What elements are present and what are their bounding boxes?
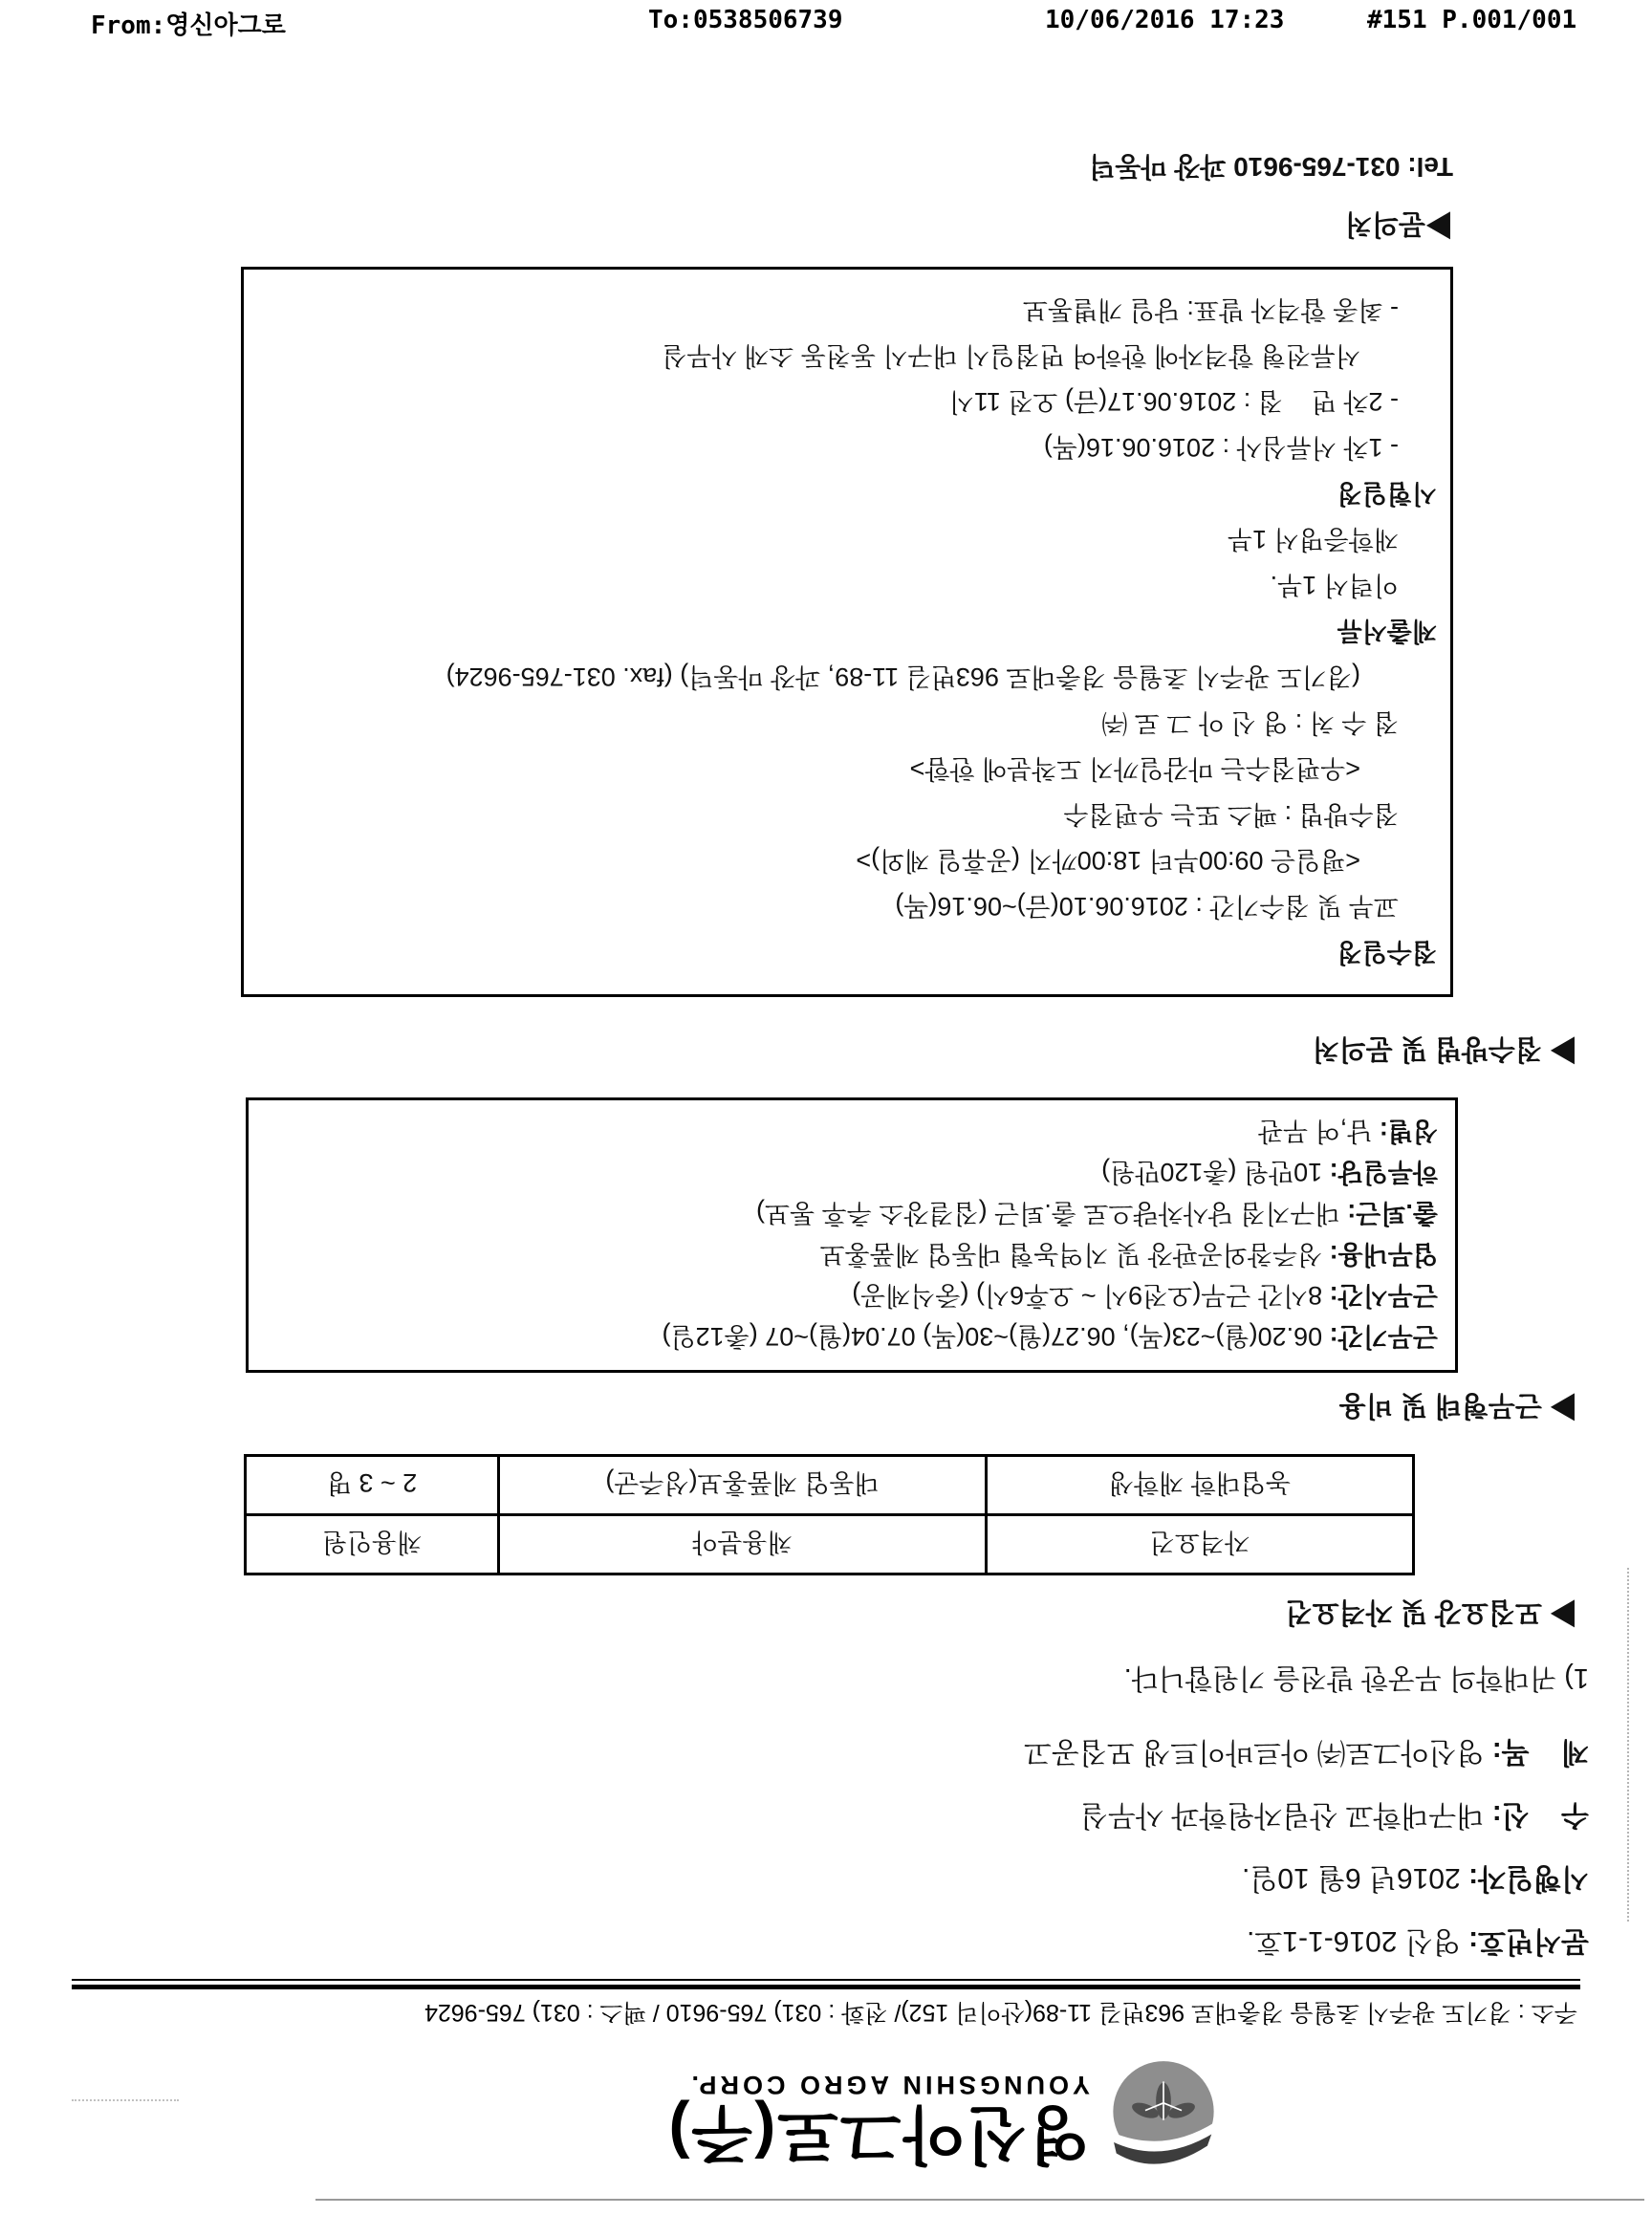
enrollment-cert-line: 재학증명서 1부 bbox=[1227, 525, 1399, 554]
fax-datetime: 10/06/2016 17:23 bbox=[1045, 6, 1285, 34]
company-logo-english: YOUNGSHIN AGRO CORP. bbox=[687, 2070, 1090, 2099]
work-duty-label: 업무내용: bbox=[1329, 1240, 1438, 1269]
apply-office-line: 접 수 처 : 영 신 아 그 로 ㈜ bbox=[1101, 708, 1399, 737]
doc-number-label: 문서번호: bbox=[1468, 1925, 1589, 1957]
apply-schedule-heading: 접수일정 bbox=[1337, 938, 1437, 966]
exam-schedule-heading: 시험일정 bbox=[1337, 479, 1437, 508]
work-gender-line bbox=[249, 1110, 1455, 1151]
table-header-qualification: 자격요건 bbox=[986, 1515, 1413, 1574]
scan-artifact-right-dots bbox=[1627, 1568, 1629, 1922]
contact-tel: Tel: 031-765-9610 과장 마동덕 bbox=[1089, 152, 1453, 182]
work-pay-value: 10만원 (총120만원) bbox=[1101, 1158, 1330, 1186]
fax-to: To:0538506739 bbox=[648, 6, 843, 34]
work-duty-line bbox=[249, 1233, 1455, 1274]
cell-headcount: 2 ~ 3 명 bbox=[246, 1456, 499, 1515]
company-logo-korean: 영신아그로(주) bbox=[666, 2099, 1090, 2170]
work-commute-label: 출.퇴근: bbox=[1347, 1199, 1438, 1227]
fax-from: From:영신아그로 bbox=[91, 11, 286, 40]
globe-leaf-logo-icon bbox=[1107, 2060, 1220, 2167]
document-info bbox=[0, 1734, 1589, 1958]
interview-note: 서류전형 합격자에 한하여 면접일시 대구시 동천동 소재 사무실 bbox=[662, 341, 1360, 370]
recruit-table bbox=[244, 1454, 1415, 1575]
section-heading-contact: ▶문의처 bbox=[1344, 208, 1453, 239]
scan-artifact-left-dots bbox=[72, 2099, 179, 2101]
company-logo-text bbox=[666, 2070, 1091, 2170]
application-box bbox=[241, 267, 1453, 997]
final-result-line: - 최종 합격자 발표: 당일 개별통보 bbox=[1022, 295, 1399, 324]
doc-date-label: 시행일자: bbox=[1468, 1862, 1589, 1894]
second-round-line: - 2차 면 접 : 2016.06.17(금) 오전 11시 bbox=[948, 387, 1399, 416]
documents-heading: 제출서류 bbox=[1337, 617, 1437, 645]
section-heading-work: ▶ 근무형태 및 비용 bbox=[1338, 1390, 1577, 1421]
resume-line: 이력서 1부. bbox=[1270, 571, 1399, 599]
doc-subject-value: 영신아그로㈜ 아르바이트생 모집공고 bbox=[1023, 1736, 1492, 1768]
section-heading-recruit: ▶ 모집요강 및 자격요건 bbox=[1285, 1596, 1577, 1627]
work-commute-line bbox=[249, 1192, 1455, 1233]
doc-number-line bbox=[0, 1923, 1589, 1958]
doc-recipient-value: 대구대학교 산림자원학과 사무실 bbox=[1079, 1799, 1492, 1831]
table-header-headcount: 채용인원 bbox=[246, 1515, 499, 1574]
work-hours-label: 근무시간: bbox=[1329, 1281, 1438, 1310]
apply-mail-note: <우편접수는 마감일까지 도착분에 한함> bbox=[909, 754, 1360, 783]
apply-weekday-note: <평일은 09:00부터 18:00까지 (공휴일 제외)> bbox=[856, 846, 1360, 875]
letterhead-divider bbox=[72, 1979, 1580, 1989]
work-period-label: 근무기간: bbox=[1329, 1322, 1438, 1351]
rotated-document bbox=[0, 35, 1652, 2215]
cell-qualification: 농업대학 재학생 bbox=[986, 1456, 1413, 1515]
work-pay-label: 하루일당: bbox=[1329, 1158, 1438, 1186]
table-header-field: 채용분야 bbox=[499, 1515, 987, 1574]
work-hours-line bbox=[249, 1274, 1455, 1315]
work-commute-value: 대구지점 당사차량으로 출.퇴근 (집결장소 추후 통보) bbox=[756, 1199, 1348, 1227]
table-data-row bbox=[246, 1456, 1414, 1515]
table-header-row bbox=[246, 1515, 1414, 1574]
work-conditions-box bbox=[246, 1097, 1458, 1373]
section-heading-apply: ▶ 접수방법 및 문의처 bbox=[1312, 1033, 1577, 1064]
doc-subject-label: 제 목: bbox=[1491, 1736, 1589, 1768]
cell-field: 대동업 제품홍보(성주군) bbox=[499, 1456, 987, 1515]
work-gender-value: 남,여 무관 bbox=[1258, 1117, 1380, 1145]
apply-period-line: 교부 및 접수기간 : 2016.06.10(금)~06.16(목) bbox=[895, 892, 1399, 921]
doc-subject-line bbox=[0, 1734, 1589, 1769]
work-hours-value: 8시간 근무(오전9시 ~ 오후6시) (중식제공) bbox=[852, 1281, 1330, 1310]
work-duty-value: 성주참외공판장 및 지역농협 대동업 제품홍보 bbox=[819, 1240, 1330, 1269]
doc-number-value: 영신 2016-1-1호. bbox=[1247, 1925, 1469, 1957]
work-gender-label: 성별: bbox=[1379, 1117, 1438, 1145]
apply-method-line: 접수방법 : 팩스 또는 우편접수 bbox=[1063, 800, 1399, 829]
fax-page-count: #151 P.001/001 bbox=[1367, 6, 1577, 34]
work-period-value: 06.20(월)~23(목), 06.27(월)~30(목) 07.04(월)~07 (총12일) bbox=[662, 1322, 1330, 1351]
company-address: 주소 : 경기도 광주시 초월읍 경충대로 963번길 11-89(산이리 152)/ 전화 : 031) 765-9610 / 팩스 : 031) 765-9624 bbox=[424, 1999, 1577, 2026]
greeting-line: 1) 귀대학의 무궁한 발전을 기원합니다. bbox=[1123, 1662, 1589, 1693]
doc-recipient-label: 수 신: bbox=[1491, 1799, 1589, 1831]
scan-artifact-bottom-line bbox=[315, 2199, 1644, 2201]
company-logo bbox=[0, 2060, 1220, 2170]
first-round-line: - 1차 서류심사 : 2016.06.16(목) bbox=[1043, 433, 1399, 462]
work-pay-line bbox=[249, 1151, 1455, 1192]
letterhead bbox=[0, 1979, 1652, 2215]
work-period-line bbox=[249, 1315, 1455, 1357]
doc-date-value: 2016년 6월 10일. bbox=[1242, 1862, 1469, 1894]
doc-recipient-line bbox=[0, 1797, 1589, 1832]
apply-office-address: (경기도 광주시 초월읍 경충대로 963번길 11-89, 과장 마동덕) (fax. 031-765-9624) bbox=[446, 662, 1360, 691]
doc-date-line bbox=[0, 1860, 1589, 1895]
